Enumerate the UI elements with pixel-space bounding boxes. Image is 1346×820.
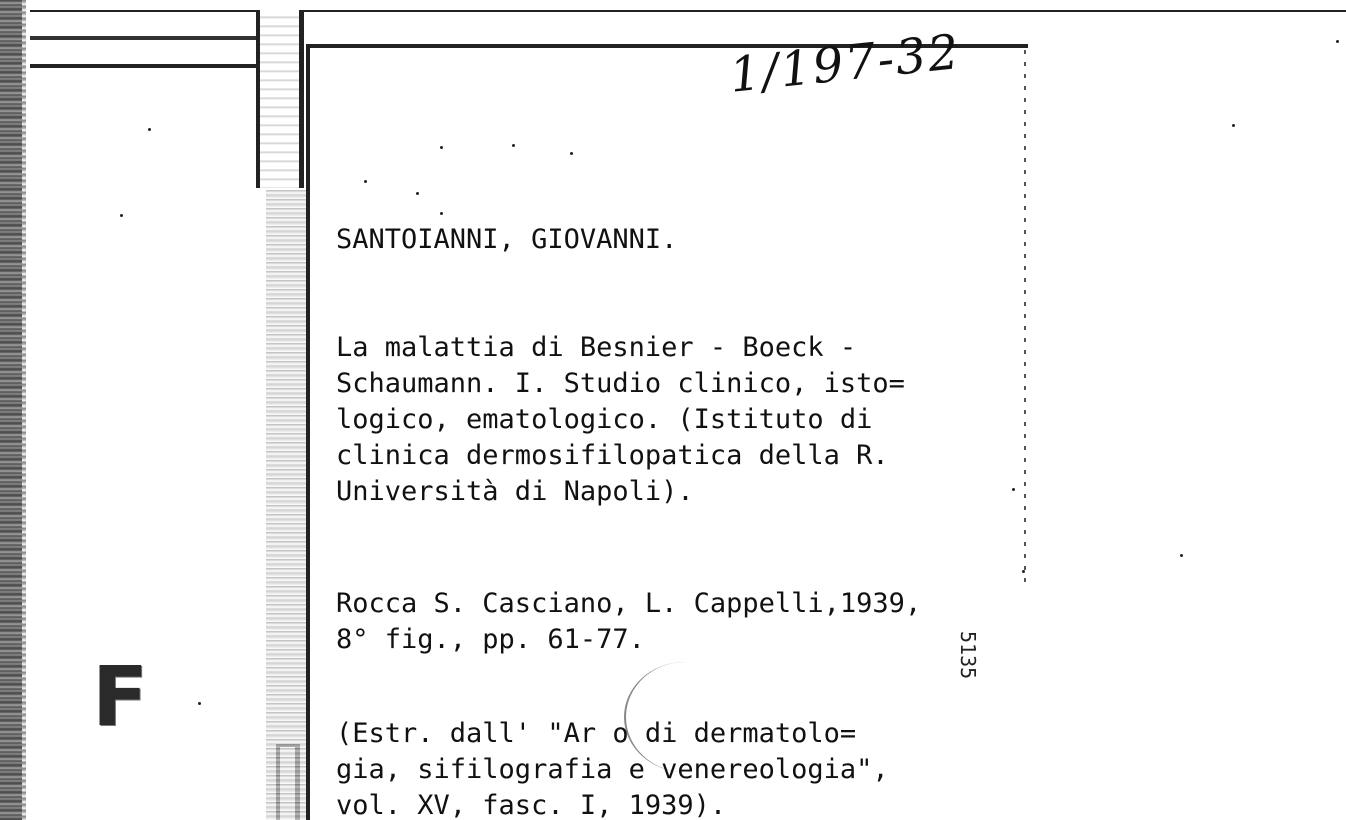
title-line: Università di Napoli). xyxy=(336,476,694,507)
imprint-line: 8° fig., pp. 61-77. xyxy=(336,624,645,655)
drawer-rail-lower xyxy=(30,64,290,68)
scan-speck xyxy=(440,146,443,149)
scan-speck xyxy=(120,214,123,217)
drawer-rail xyxy=(30,36,276,40)
scan-speck xyxy=(1232,124,1235,127)
scan-speck xyxy=(1022,570,1025,573)
scan-speck xyxy=(148,128,151,131)
call-number-mark: 5135 xyxy=(956,631,980,680)
card-right-edge xyxy=(1024,50,1026,590)
series-line: vol. XV, fasc. I, 1939). xyxy=(336,790,727,820)
title-line: logico, ematologico. (Istituto di xyxy=(336,404,873,435)
series-line: (Estr. dall' "Ar o di dermatolo= xyxy=(336,718,857,749)
scan-speck xyxy=(1336,40,1339,43)
scan-speck xyxy=(416,192,419,195)
scan-speck xyxy=(1012,488,1015,491)
author-heading: SANTOIANNI, GIOVANNI. xyxy=(336,224,678,255)
scan-speck xyxy=(512,144,515,147)
series-note-block xyxy=(336,716,889,820)
scan-speck xyxy=(1180,554,1183,557)
card-left-edge xyxy=(306,44,310,820)
title-block xyxy=(336,330,905,510)
title-line: Schaumann. I. Studio clinico, isto= xyxy=(336,368,905,399)
scan-speck xyxy=(364,180,367,183)
scan-speck xyxy=(198,702,201,705)
card-tab-top xyxy=(256,10,304,188)
scan-edge-strip xyxy=(0,0,22,820)
title-line: La malattia di Besnier - Boeck - xyxy=(336,332,857,363)
handwritten-reference-number: 1/197-32 xyxy=(727,23,964,104)
series-line: gia, sifilografia e venereologia", xyxy=(336,754,889,785)
imprint-line: Rocca S. Casciano, L. Cappelli,1939, xyxy=(336,588,922,619)
card-edge-noise xyxy=(266,190,306,820)
imprint-block xyxy=(336,586,921,658)
title-line: clinica dermosifilopatica della R. xyxy=(336,440,889,471)
scan-speck xyxy=(440,212,443,215)
guide-card-letter: F xyxy=(92,650,149,745)
scan-speck xyxy=(570,152,573,155)
drawer-top-rule xyxy=(30,10,1346,12)
scan-edge-shadow xyxy=(22,0,26,820)
